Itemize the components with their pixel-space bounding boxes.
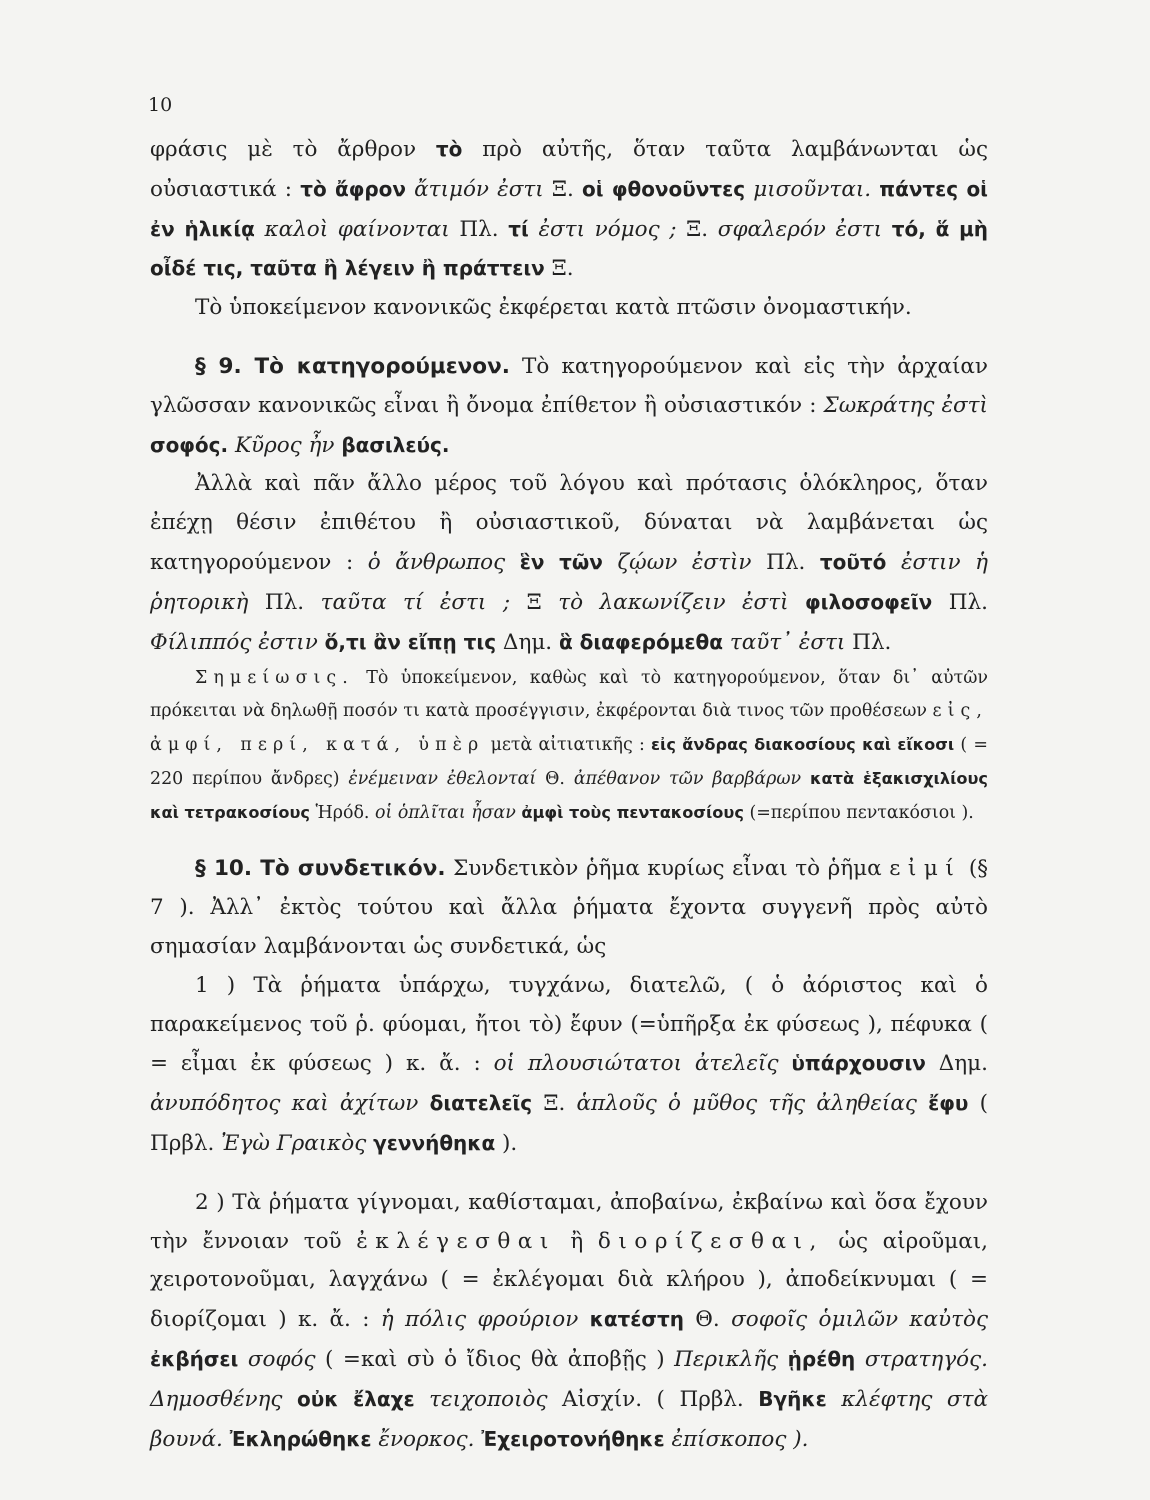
- text-run: Πλ.: [248, 589, 321, 615]
- text-run: Αἰσχίν. ( Πρβλ.: [547, 1386, 759, 1412]
- bold-example: τὸ: [435, 137, 463, 161]
- bold-example: κατὰ ἑξακισχιλίους καὶ τετρακοσίους: [150, 769, 988, 823]
- text-run: Τὸ ὑποκείμενον, καθὼς καὶ τὸ κατηγορούμενον, ὅταν δι᾽ αὐτῶν πρόκειται νὰ δηλωθῇ ποσόν τι κατὰ προσέγγισιν, ἐκφέρονται διὰ τινος τῶν προθέσεων: [150, 668, 988, 722]
- italic-text: τὸ λακωνίζειν ἐστὶ: [558, 589, 789, 615]
- bold-example: ἀμφὶ τοὺς πεντακοσίους: [521, 803, 744, 823]
- text-run: Θ.: [683, 1307, 732, 1333]
- bold-example: γεννήθηκα: [373, 1130, 496, 1155]
- bold-example: Ἐχειροτονήθηκε: [481, 1426, 665, 1451]
- bold-example: διατελεῖς: [429, 1091, 533, 1116]
- bold-example: οὐκ ἔλαχε: [297, 1386, 415, 1411]
- text-run: Δημ.: [925, 1051, 988, 1077]
- bold-example: τοῦτό: [819, 549, 887, 574]
- text-run: Πλ.: [932, 589, 988, 615]
- section-9-predicate: [150, 348, 988, 465]
- text-run: φράσις μὲ τὸ ἄρθρον: [150, 137, 436, 162]
- bold-example: Βγῆκε: [758, 1386, 827, 1411]
- italic-text: μισοῦνται.: [753, 176, 872, 202]
- text-run: Ἡρόδ.: [309, 803, 375, 824]
- italic-text: στρατηγός. Δημοσθένης: [150, 1346, 988, 1412]
- bold-example: ἃ διαφερόμεθα: [558, 629, 723, 654]
- text-run: [223, 1427, 230, 1452]
- section-heading: § 9. Τὸ κατηγορούμενον.: [195, 353, 510, 379]
- italic-text: Κῦρος ἦν: [234, 432, 335, 458]
- text-run: ὡς αἱροῦμαι, χειροτονοῦμαι, λαγχάνω ( = ἐκλέγομαι διὰ κλήρου ), ἀποδείκνυμαι ( = διορίζομαι ) κ. ἄ. :: [150, 1228, 988, 1333]
- bold-example: τὸ ἄφρον: [300, 176, 406, 201]
- text-run: ( =καὶ σὺ ὁ ἴδιος θὰ ἀποβῇς ): [315, 1346, 675, 1372]
- italic-text: Σωκράτης ἐστὶ: [823, 392, 988, 418]
- text-run: Συνδετικὸν ῥῆμα κυρίως εἶναι τὸ ῥῆμα: [445, 856, 890, 882]
- italic-text: σοφοῖς ὁμιλῶν καὐτὸς: [731, 1307, 988, 1333]
- spaced-text: Σημείωσις.: [195, 668, 354, 689]
- text-run: ( Πρβλ.: [150, 1091, 988, 1156]
- text-run: Δημ.: [496, 629, 559, 655]
- paragraph-subject-nominative: [150, 289, 988, 328]
- italic-text: κλέφτης στὰ βουνά.: [150, 1386, 989, 1452]
- text-run: [723, 630, 730, 655]
- text-run: ).: [495, 1130, 518, 1156]
- paragraph-substantivized-expressions: [150, 130, 988, 289]
- bold-example: βασιλεύς.: [341, 432, 450, 457]
- text-run: μετὰ αἰτιατικῆς :: [484, 735, 652, 756]
- italic-text: ἀνυπόδητος καὶ ἀχίτων: [150, 1091, 419, 1117]
- italic-text: καλοὶ φαίνονται: [264, 216, 450, 242]
- bold-example: τό, ἅ μὴ οἶδέ τις, ταῦτα ἢ λέγειν ἢ πράττειν: [150, 216, 988, 281]
- italic-text: ἐνέμειναν ἐθελονταί: [348, 769, 537, 790]
- text-run: (=περίπου πεντακόσιοι ).: [743, 803, 974, 824]
- section-10-copula: [150, 850, 988, 966]
- italic-text: Ἐγὼ Γραικὸς: [221, 1130, 367, 1156]
- text-run: Τὸ κατηγορούμενον καὶ εἰς τὴν ἀρχαίαν γλῶσσαν κανονικῶς εἶναι ἢ ὄνομα ἐπίθετον ἢ οὐσιαστικόν :: [150, 353, 988, 418]
- section-heading: § 10. Τὸ συνδετικόν.: [195, 856, 446, 882]
- text-run: Τὸ ὑποκείμενον κανονικῶς ἐκφέρεται κατὰ πτῶσιν ὀνομαστικήν.: [195, 295, 912, 321]
- italic-text: οἱ ὁπλῖται ἦσαν: [375, 803, 516, 824]
- text-run: Ξ.: [543, 176, 583, 202]
- italic-text: ταῦτα τί ἐστι ;: [320, 589, 511, 615]
- bold-example: ἐκβήσει: [150, 1346, 239, 1371]
- italic-text: ἄτιμόν ἐστι: [414, 176, 544, 202]
- text-run: [228, 433, 235, 458]
- text-run: Ξ: [510, 589, 559, 615]
- text-run: Ξ.: [532, 1091, 577, 1117]
- bold-example: σοφός.: [150, 432, 229, 457]
- spaced-text: ἐκλέγεσθαι: [356, 1228, 556, 1254]
- italic-text: ἔνορκος.: [378, 1426, 475, 1452]
- page-body: [150, 130, 988, 1459]
- text-run: (§ 7 ). Ἀλλ᾽ ἐκτὸς τούτου καὶ ἄλλα ῥήματα ἔχοντα συγγενῆ πρὸς αὐτὸ σημασίαν λαμβάνονται ὡς συνδετικά, ὡς: [150, 856, 988, 959]
- text-run: [282, 1387, 297, 1412]
- italic-text: οἱ πλουσιώτατοι ἀτελεῖς: [493, 1051, 779, 1077]
- text-run: [882, 217, 892, 242]
- paragraph-predicate-other-parts: [150, 465, 988, 662]
- paragraph-copula-verbs-2: [150, 1184, 988, 1460]
- text-run: [406, 177, 414, 202]
- text-run: [418, 1091, 429, 1116]
- text-run: [886, 550, 901, 575]
- italic-text: ἐστι νόμος ;: [538, 216, 677, 242]
- italic-text: ζῴων ἐστὶν: [617, 549, 752, 575]
- italic-text: Φίλιππός ἐστιν: [150, 629, 318, 655]
- text-run: Θ.: [536, 769, 574, 790]
- italic-text: σφαλερόν ἐστι: [717, 216, 883, 242]
- text-run: Πλ.: [751, 549, 820, 575]
- text-run: [779, 1051, 792, 1076]
- italic-text: ὁ ἄνθρωπος: [367, 549, 506, 575]
- bold-example: ὑπάρχουσιν: [791, 1051, 926, 1076]
- text-run: [827, 1387, 842, 1412]
- bold-example: εἰς ἄνδρας διακοσίους καὶ εἴκοσι: [651, 735, 955, 755]
- italic-text: ἐπίσκοπος ).: [671, 1426, 809, 1452]
- italic-text: Περικλῆς: [674, 1346, 779, 1372]
- page-number: 10: [148, 94, 173, 116]
- text-run: [855, 1347, 865, 1372]
- italic-text: σοφός: [247, 1346, 316, 1372]
- bold-example: οἱ φθονοῦντες: [582, 176, 746, 201]
- text-run: [917, 1091, 928, 1116]
- text-run: Πλ.: [845, 629, 892, 655]
- bold-example: Ἐκληρώθηκε: [229, 1426, 372, 1451]
- bold-example: τί: [508, 216, 529, 241]
- italic-text: τειχοποιὸς: [429, 1386, 548, 1412]
- bold-example: ἔφυ: [928, 1091, 969, 1116]
- text-run: [789, 590, 806, 615]
- bold-example: ὅ,τι ἂν εἴπῃ τις: [324, 629, 497, 654]
- text-run: [255, 217, 265, 242]
- bold-example: ᾑρέθη: [787, 1346, 856, 1371]
- note-approximate-quantity: [150, 662, 988, 830]
- text-run: 2 ) Τὰ ῥήματα γίγνομαι, καθίσταμαι, ἀποβαίνω, ἐκβαίνω καὶ ὅσα ἔχουν τὴν ἔννοιαν τοῦ: [150, 1189, 988, 1254]
- text-run: [238, 1347, 248, 1372]
- bold-example: φιλοσοφεῖν: [805, 589, 933, 614]
- text-run: Ξ.: [544, 256, 574, 282]
- italic-text: ἡ πόλις φρούριον: [380, 1307, 579, 1333]
- text-run: 1 ) Τὰ ῥήματα ὑπάρχω, τυγχάνω, διατελῶ, ( ὁ ἀόριστος καὶ ὁ παρακείμενος τοῦ ῥ. φύομαι, ἤτοι τὸ) ἔφυν (=ὑπῆρξα ἐκ φύσεως ), πέφυκα ( = εἶμαι ἐκ φύσεως ) κ. ἄ. :: [150, 972, 988, 1077]
- spaced-text: εἰμί: [889, 856, 962, 882]
- text-run: [415, 1387, 430, 1412]
- italic-text: ἁπλοῦς ὁ μῦθος τῆς ἀληθείας: [576, 1091, 917, 1117]
- bold-example: ἓν τῶν: [519, 549, 603, 574]
- text-run: [778, 1347, 788, 1372]
- italic-text: ἐστιν ἡ ῥητορικὴ: [150, 549, 989, 615]
- text-run: [578, 1307, 589, 1332]
- text-run: ἢ: [555, 1228, 598, 1254]
- text-run: πρὸ αὐτῆς, ὅταν ταῦτα λαμβάνωνται ὡς οὐσιαστικά :: [150, 137, 989, 202]
- spaced-text: εἰς, ἀμφί, περί, κατά, ὑπὲρ: [150, 701, 988, 756]
- bold-example: κατέστη: [589, 1307, 684, 1332]
- italic-text: ἀπέθανον τῶν βαρβάρων: [573, 769, 802, 790]
- text-run: [603, 550, 618, 575]
- text-run: Ξ.: [676, 216, 718, 242]
- text-run: [505, 550, 520, 575]
- text-run: ( = 220 περίπου ἄνδρες): [150, 735, 988, 790]
- spaced-text: διορίζεσθαι,: [597, 1228, 824, 1254]
- bold-example: πάντες οἱ ἐν ἡλικίᾳ: [150, 176, 988, 241]
- italic-text: ταῦτ᾽ ἐστι: [729, 629, 846, 655]
- paragraph-copula-verbs-1: [150, 967, 988, 1164]
- text-run: Ἀλλὰ καὶ πᾶν ἄλλο μέρος τοῦ λόγου καὶ πρότασις ὁλόκληρος, ὅταν ἐπέχῃ θέσιν ἐπιθέτου ἢ οὐσιαστικοῦ, δύναται νὰ λαμβάνεται ὡς κατηγορούμενον :: [150, 471, 988, 575]
- text-run: [801, 769, 810, 789]
- text-run: Πλ.: [449, 216, 509, 242]
- text-run: [318, 630, 325, 655]
